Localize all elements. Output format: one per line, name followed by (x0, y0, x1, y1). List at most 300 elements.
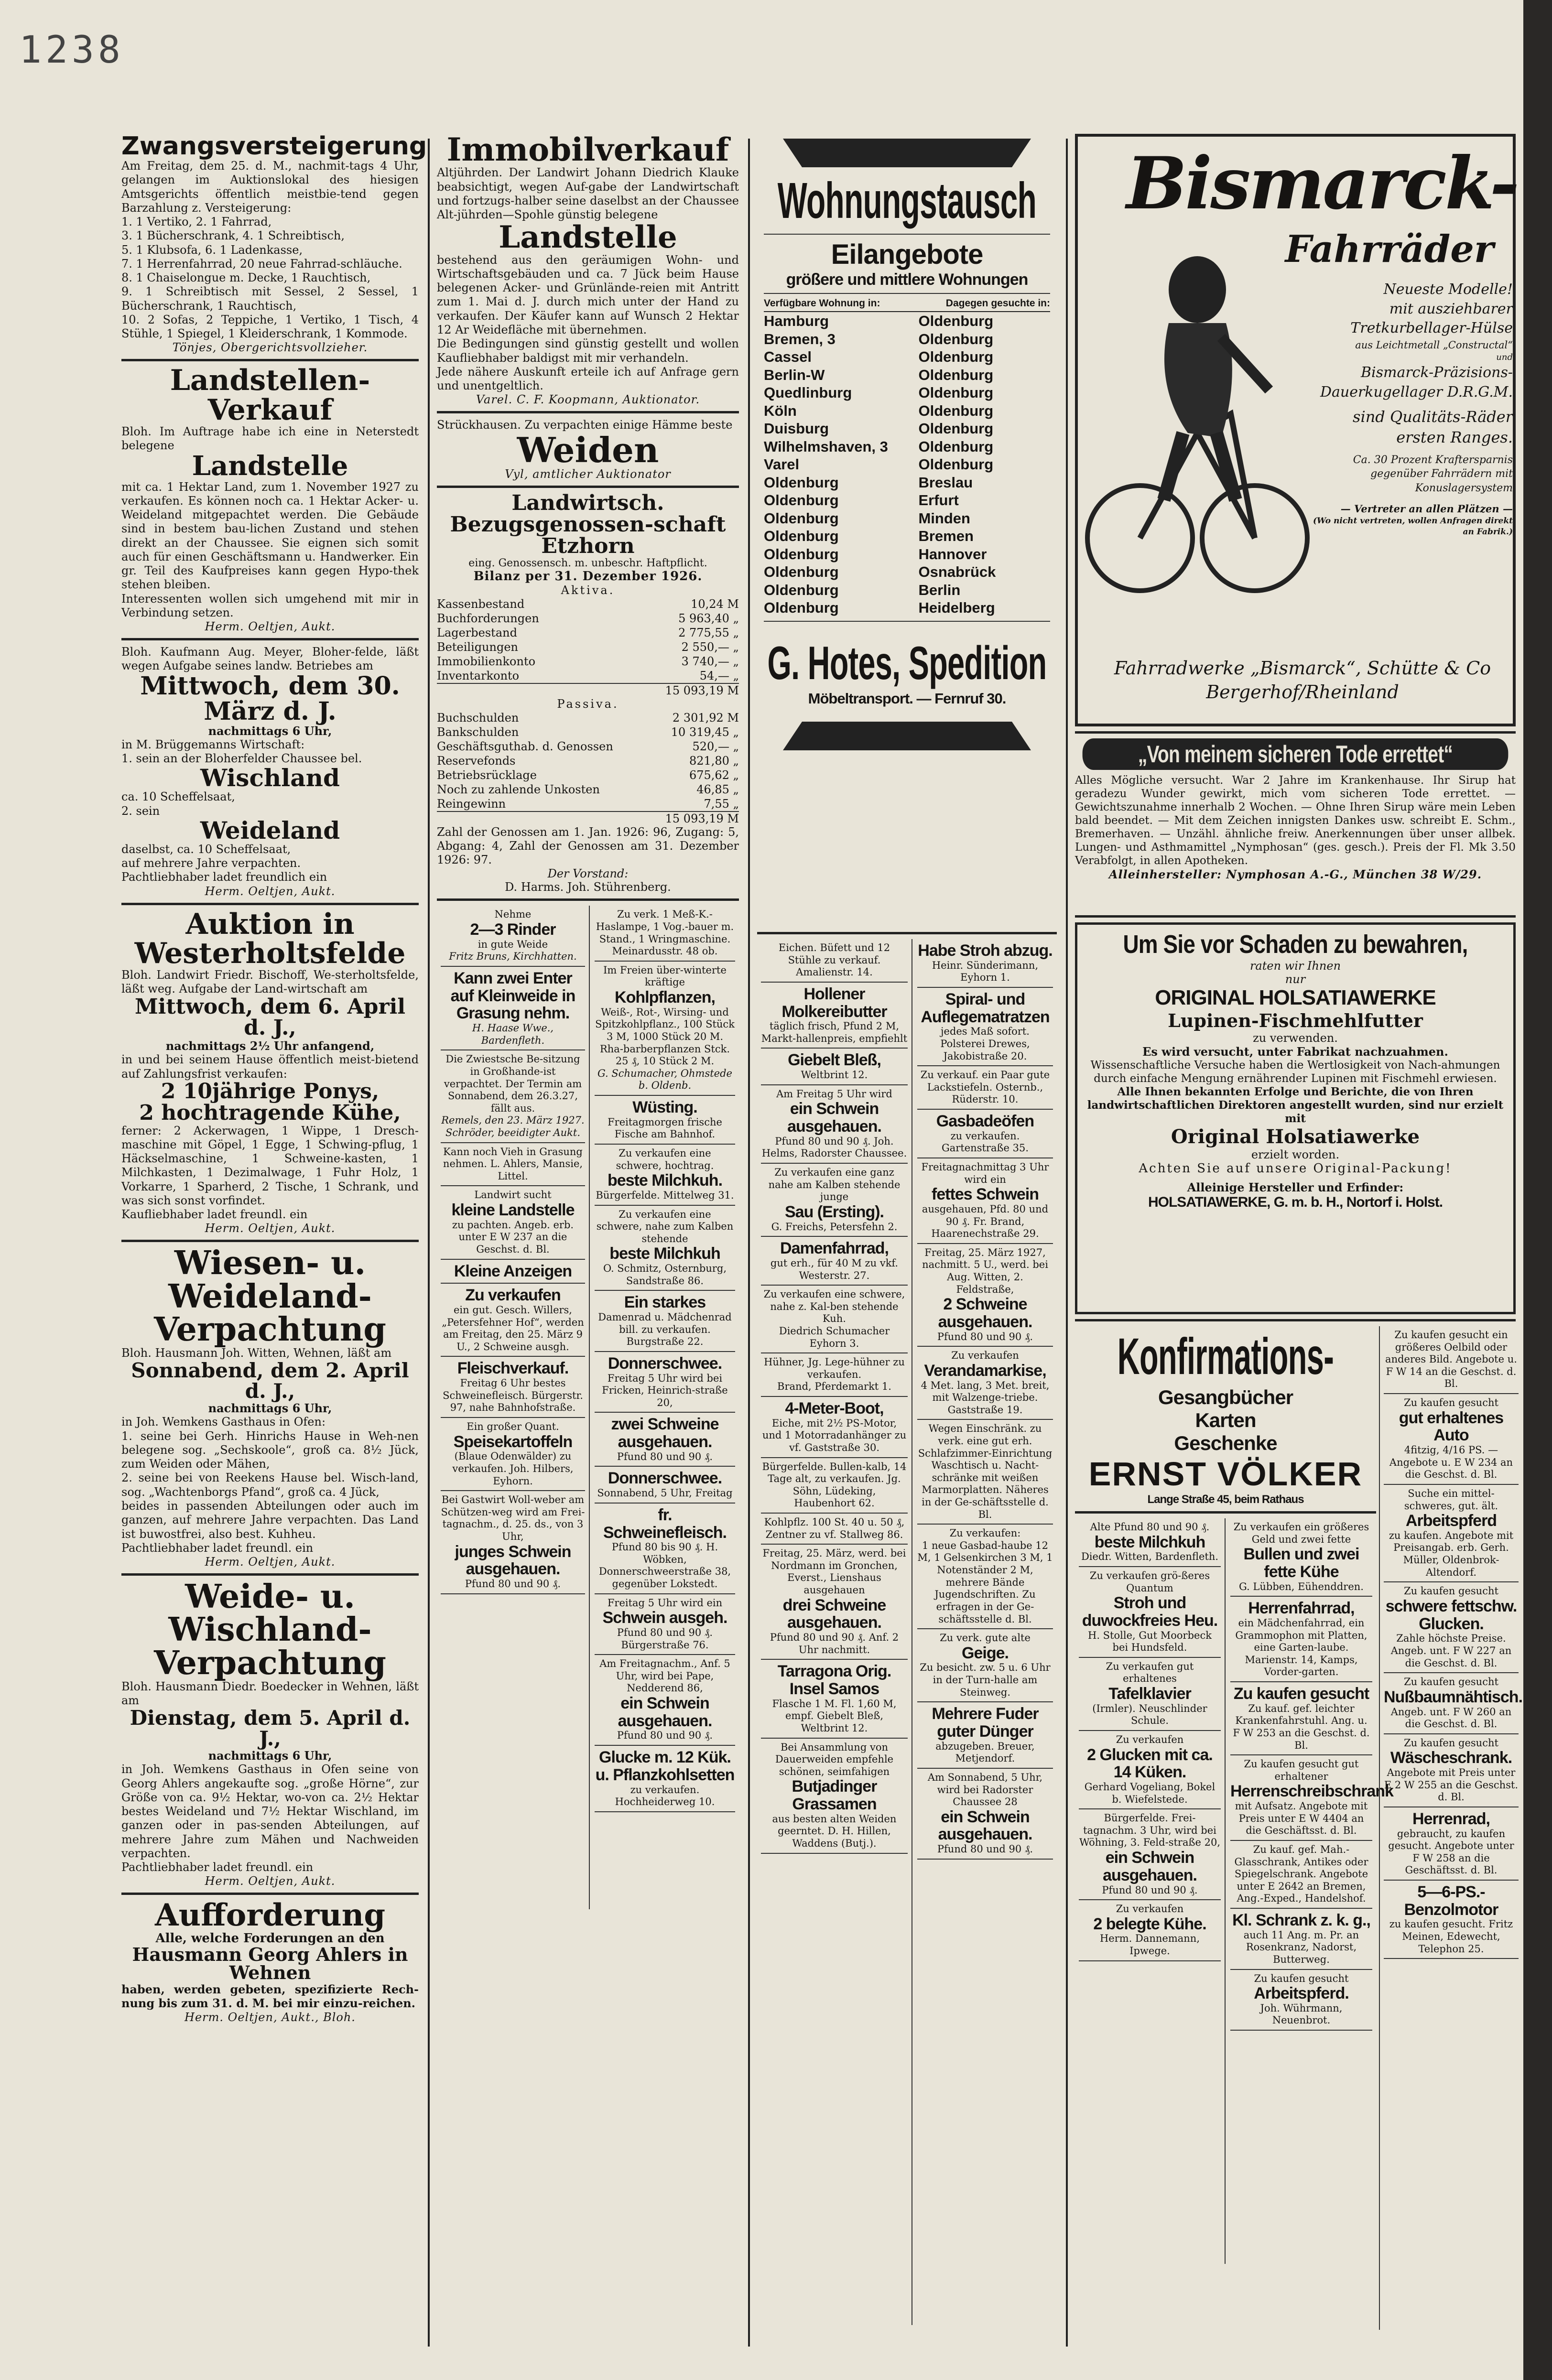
ad-body: in Joh. Wemkens Gasthaus in Ofen: 1. seine bei Gerh. Hinrichs Hause in Weh-nen belegene sog. „Sechskoole“, groß ca. 8½ Jück, zum Weiden oder Mähen, 2. seine bei von Reekens Hause bel. Wisch-land, sog. „Wachtenborgs Pfand“, groß ca. 4 Jück, beides in passenden Abteilungen oder auch im ganzen, auf mehrere Jahre verpachten. Das Land ist buwostfrei, also best. Kuhheu. Pachtliebhaber ladet freundl. ein (121, 1415, 419, 1555)
small-ad (1230, 1841, 1372, 1909)
column-1 (115, 134, 425, 2351)
small-ad-body: Zahle höchste Preise. Angeb. unt. F W 227 an die Geschst. d. Bl. (1390, 1633, 1512, 1669)
head-left: Verfügbare Wohnung in: (764, 298, 880, 309)
bismarck-line: Dauerkugellager D.R.G.M. (1320, 383, 1513, 400)
small-ad-headline: Habe Stroh abzug. (918, 941, 1053, 960)
small-ad-headline: Kleine Anzeigen (454, 1262, 572, 1280)
divider (121, 359, 419, 361)
small-ad-headline: Butjadinger Grassamen (792, 1777, 877, 1814)
bilanz-value: 520,— „ (692, 739, 739, 753)
ad-title: Weiden (517, 429, 659, 470)
ad-subtitle: Landstelle (192, 450, 348, 482)
small-ad-headline: Tarragona Orig. Insel Samos (777, 1662, 891, 1698)
ad-list: ferner: 2 Ackerwagen, 1 Wippe, 1 Dresch-maschine mit Göpel, 1 Egge, 1 Schwing-pflug, 1 Häckselmaschine, 1 Schweine-kasten, 1 Milchkasten, 1 Dezimalwage, 1 Fuhr Holz, 1 Vorkarre, 1 Sparherd, 2 Tische, 1 Schrank, und was sich sonst vorfindet. Kaufliebhaber ladet freundl. ein (121, 1124, 419, 1222)
ad-signature: Tönjes, Obergerichtsvollzieher. (172, 341, 368, 355)
small-ad (761, 1739, 908, 1854)
ad-intro: Bloh. Landwirt Friedr. Bischoff, We-sterholtsfelde, läßt weg. Aufgabe der Land-wirtschaft am (121, 968, 419, 996)
ad-holsatia (1075, 922, 1516, 1314)
wohn-pair-row (764, 545, 1050, 563)
divider (121, 1240, 419, 1242)
bismarck-line: aus Leichtmetall „Constructal“ (1355, 339, 1513, 351)
small-ad-intro: Bürgerfelde. Frei-tagnachm. 3 Uhr, wird bei Wöhning, 3. Feld-straße 20, (1079, 1812, 1220, 1849)
ad-signature: Herm. Oeltjen, Aukt. (205, 1222, 336, 1235)
small-ad-intro: Zu verkaufen eine schwere, nahe zum Kalben stehende (596, 1208, 734, 1244)
ad-body: mit ca. 1 Hektar Land, zum 1. November 1927 zu verkaufen. Es können noch ca. 1 Hektar Acker- u. Weideland mitgepachtet werden. Die Gebäude sind in bestem bau-lichen Zustand und stehen direkt an der Chaussee. Sie eignen sich somit auch für einen Geschäftsmann u. Handwerker. Ein gr. Teil des Kaufpreises kann gegen Hypo-thek stehen bleiben. Interessenten wollen sich umgehend mit mir in Verbindung setzen. (121, 480, 419, 619)
bilanz-row (437, 611, 739, 626)
holsatia-line: erzielt worden. (1251, 1148, 1340, 1162)
bilanz-value: 10,24 M (691, 597, 739, 611)
cyclist-illustration (1083, 232, 1302, 634)
bilanz-key: Lagerbestand (437, 626, 517, 639)
small-ad (1079, 1731, 1221, 1809)
small-ad (441, 967, 585, 1050)
divider (121, 1573, 419, 1576)
bilanz-key: Kassenbestand (437, 597, 525, 611)
small-ad (761, 1353, 908, 1397)
small-ad (595, 1206, 735, 1291)
small-ad (917, 1629, 1053, 1702)
bilanz-value: 2 550,— „ (681, 640, 739, 654)
wohn-wanted: Oldenburg (918, 420, 994, 437)
small-ad-body: zu verkaufen. Gartenstraße 35. (941, 1130, 1029, 1154)
small-ad-body: Pfund 80 bis 90 ₰. H. Wöbken, Donnerschweerstraße 38, gegenüber Lokstedt. (598, 1541, 731, 1590)
wohn-wanted: Oldenburg (918, 366, 994, 383)
ad-title: „Von meinem sicheren Tode errettet“ (1083, 738, 1509, 770)
small-ad-intro: Zu kaufen gesucht (1404, 1676, 1498, 1688)
small-ad-intro: Zu kauf. gef. Mah.-Glasschrank, Antikes oder Spiegelschrank. Angebote unter E 2642 an Bremen, Ang.-Exped., Handelshof. (1234, 1843, 1368, 1904)
divider (1075, 1319, 1516, 1321)
small-ad (1384, 1485, 1519, 1582)
divider (437, 411, 739, 413)
bilanz-value: 54,— „ (699, 669, 739, 682)
small-ad-body: Pfund 80 und 90 ₰. (937, 1843, 1033, 1855)
small-ad-intro: Bei Gastwirt Woll-weber am Schützen-weg wird am Frei-tagnachm., d. 25. ds., von 3 Uhr, (441, 1494, 585, 1542)
small-ads-left (437, 906, 590, 1909)
divider (437, 898, 739, 901)
small-ad-body: Pfund 80 und 90 ₰. Bürgerstraße 76. (617, 1626, 713, 1651)
holsatia-line: nur (1285, 973, 1306, 986)
wohn-available: Oldenburg (764, 528, 839, 544)
ad-time: nachmittags 6 Uhr, (208, 1749, 332, 1763)
divider (764, 293, 1050, 294)
wohn-pair-row (764, 312, 1050, 330)
small-ad-headline: Bullen und zwei fette Kühe (1243, 1545, 1359, 1581)
bilanz-row (437, 597, 739, 611)
ad-item: 2 hochtragende Kühe, (139, 1100, 401, 1125)
small-ads-mid (1226, 1518, 1393, 2264)
bilanz-value: 10 319,45 „ (671, 725, 739, 739)
small-ad-body: Diedr. Witten, Bardenfleth. (1081, 1551, 1219, 1563)
wohn-pair-row (764, 348, 1050, 366)
ad-signature: Vyl, amtlicher Auktionator (505, 467, 671, 481)
divider (1075, 915, 1516, 918)
small-ad-headline: kleine Landstelle (451, 1201, 575, 1220)
wohn-available: Oldenburg (764, 545, 839, 563)
small-ad (917, 988, 1053, 1066)
small-ad (441, 906, 585, 967)
wohn-wanted: Oldenburg (918, 456, 994, 473)
small-ad-intro: Am Freitagnachm., Anf. 5 Uhr, wird bei Pape, Nedderend 86, (599, 1658, 730, 1694)
ad-body: Bloh. Im Auftrage habe ich eine in Neterstedt belegene (121, 424, 419, 453)
small-ads-area (437, 906, 739, 1909)
small-ad (595, 1504, 735, 1594)
small-ad-headline: fettes Schwein (931, 1185, 1039, 1204)
konf-addr: Lange Straße 45, beim Rathaus (1147, 1493, 1304, 1506)
bismarck-line: — Vertreter an allen Plätzen — (1340, 502, 1513, 515)
wohn-available: Oldenburg (764, 563, 839, 580)
small-ad (1230, 1909, 1372, 1970)
bilanz-row (437, 754, 739, 768)
bilanz-names: D. Harms. Joh. Stührenberg. (505, 880, 671, 894)
small-ad-headline: ein Schwein ausgehauen. (618, 1694, 712, 1730)
small-ad-body: Pfund 80 und 90 ₰. Joh. Helms, Radorster Chaussee. (761, 1135, 907, 1159)
bilanz-value: 3 740,— „ (681, 654, 739, 668)
small-ad-headline: fr. Schweinefleisch. (603, 1505, 727, 1542)
wohn-wanted: Erfurt (918, 492, 959, 508)
ad-subtitle: Landstelle (499, 219, 677, 256)
bilanz-row (437, 711, 739, 725)
small-ad-headline: Stroh und duwockfreies Heu. (1082, 1594, 1218, 1630)
small-ad-body: Pfund 80 und 90 ₰. (465, 1578, 561, 1590)
small-ad (1079, 1658, 1221, 1731)
small-ad-headline: 4-Meter-Boot, (785, 1399, 884, 1418)
ad-westerholtsfelde (121, 907, 419, 1235)
ad-zwangsversteigerung (121, 132, 427, 355)
small-ad-body: zu kaufen gesucht. Fritz Meinen, Edewecht, Telephon 25. (1389, 1918, 1513, 1955)
bismarck-footer: Bergerhof/Rheinland (1206, 682, 1399, 703)
passiva-table (437, 711, 739, 811)
ad-date: Mittwoch, dem 30. März d. J. (140, 671, 400, 726)
small-ad-intro: Nehme (494, 909, 532, 920)
small-ad-intro: Zu verk. 1 Meß-K.-Haslampe, 1 Vog.-bauer m. Stand., 1 Wringmaschine. (596, 909, 734, 945)
bilanz-heading: Bilanz per 31. Dezember 1926. (473, 569, 703, 584)
ad-meyer (121, 645, 419, 898)
wohn-wanted: Osnabrück (918, 563, 996, 580)
small-ad-headline: ein Schwein ausgehauen. (1103, 1849, 1197, 1884)
ad-subtitle: größere und mittlere Wohnungen (786, 270, 1028, 289)
small-ad (1079, 1567, 1221, 1658)
small-ad-body: Pfund 80 und 90 ₰. Anf. 2 Uhr nachmitt. (770, 1632, 899, 1655)
holsatia-line: Alleinige Hersteller und Erfinder: (1187, 1180, 1404, 1195)
small-ad-headline: gut erhaltenes Auto (1399, 1408, 1504, 1445)
small-ad-headline: schwere fettschw. Glucken. (1385, 1597, 1517, 1633)
small-ad-headline: Kann zwei Enter auf Kleinweide in Grasung nehm. (450, 969, 575, 1023)
bilanz-key: Immobilienkonto (437, 654, 536, 668)
small-ad-headline: Speisekartoffeln (453, 1432, 573, 1451)
small-ad-intro: Zu kaufen gesucht (1254, 1972, 1349, 1984)
small-ad-body: Heinr. Sünderimann, Eyhorn 1. (932, 959, 1039, 984)
small-ad-intro: Alte Pfund 80 und 90 ₰. (1090, 1521, 1210, 1533)
ad-time: nachmittags 6 Uhr, (208, 724, 332, 738)
divider (121, 638, 419, 640)
hotes-title: G. Hotes, Spedition (767, 636, 1047, 689)
bismarck-line: sind Qualitäts-Räder (1353, 408, 1513, 426)
small-ad (595, 1413, 735, 1467)
small-ad-intro: Im Freien über-winterte kräftige (603, 964, 727, 988)
wohn-available: Cassel (764, 348, 812, 365)
small-ad-intro: Zu kaufen gesucht (1404, 1397, 1498, 1409)
ad-konfirmation (1075, 1326, 1376, 1506)
small-ad (595, 1291, 735, 1352)
small-ad-intro: Hühner, Jg. Lege-hühner zu verkaufen. (764, 1356, 905, 1380)
bilanz-value: 2 775,55 „ (678, 626, 739, 639)
small-ad-intro: Freitag 5 Uhr wird ein (607, 1597, 723, 1609)
column-3 (750, 134, 1064, 2351)
small-ad-intro: Zu verkaufen gut erhaltenes (1106, 1660, 1194, 1685)
ad-item: Wischland (200, 764, 340, 792)
small-ad (441, 1418, 585, 1491)
ad-body: in Joh. Wemkens Gasthaus in Ofen seine von Georg Ahlers angekaufte sog. „große Hörne“, zur Größe von ca. 9½ Hektar, wo-von ca. 2½ Hektar bestes Weideland und 7½ Hektar Wischland, im ganzen oder in pas-senden Abteilungen, auf mehrere Jahre zum Mähen und Nachweiden verpachten. Pachtliebhaber ladet freundl. ein (121, 1763, 419, 1874)
wohn-pairs (764, 312, 1050, 617)
small-ad-headline: Zu verkaufen (465, 1286, 561, 1305)
ad-weide-verpachtung (121, 1580, 419, 1888)
small-ad-intro: Suche ein mittel-schweres, gut. ält. (1404, 1487, 1498, 1512)
ad-title: Auktion in Westerholtsfelde (134, 907, 406, 970)
holsatia-line: Achten Sie auf unsere Original-Packung! (1139, 1161, 1452, 1176)
small-ad-headline: Sau (Ersting). (784, 1202, 884, 1221)
wohn-wanted: Oldenburg (918, 402, 994, 419)
small-ad-body: jedes Maß sofort. Polsterei Drewes, Jakobistraße 20. (940, 1026, 1030, 1062)
ad-item: 2 10jährige Ponys, (161, 1079, 380, 1103)
small-ad-signature: G. Schumacher, Ohmstede b. Oldenb. (597, 1067, 732, 1092)
wohn-pair-row (764, 384, 1050, 402)
wohn-pair-row (764, 563, 1050, 581)
ad-subtitle: Eilangebote (831, 239, 983, 270)
small-ad-body: Pfund 80 und 90 ₰. (937, 1331, 1033, 1342)
ad-place: in M. Brüggemanns Wirtschaft: 1. sein an der Bloherfelder Chaussee bel. (121, 737, 362, 766)
ad-body: bestehend aus den geräumigen Wohn- und Wirtschaftsgebäuden und ca. 7 Jück beim Hause belegenen Acker- und Grünlände-reien mit Antritt zum 1. Mai d. J. durch mich unter der Hand zu verkaufen. Der Käufer kann auf Wunsch 2 Hektar 12 Ar Weidefläche mit übernehmen. Die Bedingungen sind günstig gestellt und wollen Kaufliebhaber baldigst mit mir verhandeln. Jede nähere Auskunft erteile ich auf Anfrage gern und unentgeltlich. (437, 253, 739, 393)
small-ad (1384, 1326, 1519, 1394)
small-ad-body: abzugeben. Breuer, Metjendorf. (935, 1740, 1035, 1764)
small-ad (761, 939, 908, 983)
small-ad-body: Brand, Pferdemarkt 1. (777, 1381, 891, 1393)
small-ad-body: zu verkaufen. Hochheiderweg 10. (615, 1784, 715, 1808)
small-ad-headline: Arbeitspferd (1405, 1512, 1497, 1530)
ad-item-note: daselbst, ca. 10 Scheffelsaat, auf mehrere Jahre verpachten. Pachtliebhaber ladet freundlich ein (121, 842, 327, 884)
small-ad-body: Meinardusstr. 48 ob. (612, 945, 718, 957)
wohn-pair-row (764, 509, 1050, 528)
small-ad-body: zu pachten. Angeb. erb. unter E W 237 an die Geschst. d. Bl. (452, 1219, 574, 1255)
small-ad-body: Freitag 6 Uhr bestes Schweinefleisch. Bürgerstr. 97, nahe Bahnhofstraße. (443, 1377, 583, 1414)
small-ad-body: Pfund 80 und 90 ₰. (617, 1730, 713, 1742)
bilanz-row (437, 626, 739, 640)
ad-body: Am Freitag, dem 25. d. M., nachmit-tags 4 Uhr, gelangen im Auktionslokal des hiesigen Amtsgerichts öffentlich meistbie-tend gegen Barzahlung z. Versteigerung: 1. 1 Vertiko, 2. 1 Fahrrad, 3. 1 Bücherschrank, 4. 1 Schreibtisch, 5. 1 Klubsofa, 6. 1 Ladenkasse, 7. 1 Herrenfahrrad, 20 neue Fahrrad-schläuche. 8. 1 Chaiselongue m. Decke, 1 Rauchtisch, 9. 1 Schreibtisch mit Sessel, 2 Sessel, 1 Bücherschrank, 1 Rauchtisch, 10. 2 Sofas, 2 Teppiche, 1 Vertiko, 1 Tisch, 4 Stühle, 1 Spiegel, 1 Kleiderschrank, 1 Kommode. (121, 159, 419, 341)
small-ad-headline: Arbeitspferd. (1254, 1984, 1349, 2003)
small-ad-intro: Zu verkaufen (1116, 1903, 1184, 1915)
small-ad (441, 1260, 585, 1284)
holsatia-line: Wissenschaftliche Versuche haben die Wertlosigkeit von Nach-ahmungen durch einfache Mengung ernährender Lupinen mit Fischmehl erwiesen. (1090, 1059, 1500, 1085)
small-ad (441, 1186, 585, 1259)
ad-date: Mittwoch, dem 6. April d. J., (134, 994, 406, 1040)
small-ad-intro: Zu verkaufen eine schwere, hochtrag. (616, 1147, 714, 1171)
small-ad-intro: Zu kaufen gesucht (1404, 1737, 1498, 1749)
bilanz-row (437, 739, 739, 754)
small-ad-intro: Zu verkaufen eine schwere, nahe z. Kal-ben stehende Kuh. (763, 1288, 905, 1325)
small-ad (1079, 1900, 1221, 1961)
small-ad (595, 1746, 735, 1812)
ad-title: Immobilverkauf (446, 131, 729, 168)
small-ad-body: ausgehauen, Pfd. 80 und 90 ₰. Fr. Brand, Haarenechstraße 29. (922, 1203, 1049, 1240)
wohn-wanted: Minden (918, 509, 970, 527)
ad-body: haben, werden gebeten, spezifizierte Rech-nung bis zum 31. d. M. bei mir einzu-reichen. (121, 1982, 419, 2011)
small-ad-body: 4 Met. lang, 3 Met. breit, mit Walzenge-triebe. Gaststraße 19. (921, 1379, 1050, 1416)
small-ad-intro: Ein großer Quant. (467, 1421, 559, 1433)
small-ad-headline: beste Milchkuh (1094, 1533, 1205, 1551)
column-rule (1066, 139, 1068, 2347)
small-ad-body: Pfund 80 und 90 ₰. (1102, 1884, 1198, 1896)
ad-signature: Herm. Oeltjen, Aukt. (205, 884, 336, 898)
small-ad-headline: Nußbaumnähtisch. (1384, 1688, 1523, 1706)
small-ad-body: gebraucht, zu kaufen gesucht. Angebote unter F W 258 an die Geschäftsst. d. Bl. (1388, 1828, 1514, 1876)
wohn-available: Oldenburg (764, 599, 839, 616)
ad-intro: Bloh. Kaufmann Aug. Meyer, Bloher-felde, läßt wegen Aufgabe seines landw. Betriebes am (121, 645, 419, 673)
bilanz-value: 675,62 „ (689, 768, 739, 782)
small-ad-intro: Bei Ansammlung von Dauerweiden empfehle schönen, seimfahigen (775, 1741, 894, 1777)
small-ad (441, 1284, 585, 1357)
ad-date: Sonnabend, dem 2. April d. J., (131, 1358, 409, 1403)
wohn-wanted: Oldenburg (918, 348, 994, 365)
bilanz-value: 7,55 „ (704, 797, 739, 811)
small-ad (917, 1769, 1053, 1860)
ad-name: Hausmann Georg Ahlers in Wehnen (132, 1943, 408, 1984)
small-ad-body: Sonnabend, 5 Uhr, Freitag (597, 1487, 733, 1499)
wohn-available: Hamburg (764, 313, 829, 329)
wohn-available: Wilhelmshaven, 3 (764, 438, 888, 455)
small-ad (917, 1347, 1053, 1420)
small-ad-headline: beste Milchkuh. (607, 1171, 723, 1190)
small-ad (761, 1514, 908, 1545)
ad-title: Um Sie vor Schaden zu bewahren, (1123, 930, 1468, 959)
ad-title: Zwangsversteigerung (121, 132, 427, 161)
ad-title: Wiesen- u. Weideland-Verpachtung (154, 1244, 386, 1349)
small-ad-intro: Zu kaufen gesucht gut erhaltener (1244, 1758, 1359, 1782)
small-ad (595, 1594, 735, 1655)
small-ad-intro: Landwirt sucht (474, 1189, 552, 1201)
page-number: 1238 (19, 29, 124, 72)
wohn-pair-row (764, 599, 1050, 617)
bismarck-text (1302, 280, 1513, 538)
small-ads-right (1379, 1326, 1522, 2330)
ad-bismarck (1075, 134, 1516, 726)
small-ad-body: in gute Weide (478, 938, 548, 950)
small-ad-body: ein gut. Gesch. Willers, „Petersfehner Hof“, werden am Freitag, den 25. März 9 U., 2 Schweine ausgh. (442, 1304, 584, 1352)
small-ad-body: G. Freichs, Petersfehn 2. (771, 1221, 898, 1233)
small-ad-headline: Schwein ausgeh. (602, 1609, 727, 1627)
wohn-table-head (764, 298, 1050, 312)
small-ad-body: Freitag 5 Uhr wird bei Fricken, Heinrich-straße 20, (602, 1372, 728, 1408)
aktiva-table (437, 597, 739, 683)
small-ad (1384, 1881, 1519, 1959)
small-ad-intro: Zu verkaufen: (949, 1527, 1021, 1539)
small-ad (1230, 1970, 1372, 2031)
small-ad (761, 1286, 908, 1353)
small-ad (441, 1050, 585, 1143)
small-ad-body: Flasche 1 M. Fl. 1,60 M, empf. Giebelt Bleß, Weltbrint 12. (772, 1698, 897, 1734)
small-ad-intro: Freitag, 25. März 1927, nachmitt. 5 U., werd. bei Aug. Witten, 2. Feldstraße, (922, 1246, 1048, 1295)
small-ad (761, 983, 908, 1049)
bilanz-vorstand: Der Vorstand: (547, 867, 629, 881)
wohn-pair-row (764, 330, 1050, 348)
bismarck-line: mit ausziehbarer (1389, 300, 1513, 317)
small-ad-headline: Gasbadeöfen (936, 1112, 1034, 1131)
small-ad (761, 1237, 908, 1286)
ad-weiden (437, 418, 739, 481)
small-ad-intro: Zu kaufen gesucht (1404, 1585, 1498, 1597)
small-ad-body: mit Aufsatz. Angebote mit Preis unter E W 4404 an die Geschäftsst. d. Bl. (1235, 1800, 1368, 1837)
small-ad (917, 1244, 1053, 1347)
small-ad-body: auch 11 Ang. m. Pr. an Rosenkranz, Nadorst, Butterweg. (1243, 1929, 1359, 1965)
bilanz-row (437, 768, 739, 782)
small-ad-headline: Glucke m. 12 Kük. u. Pflanzkohlsetten (595, 1748, 735, 1784)
wohn-wanted: Oldenburg (918, 313, 994, 329)
small-ad (917, 1158, 1053, 1244)
wohn-available: Berlin-W (764, 366, 825, 383)
small-ad (595, 1655, 735, 1746)
small-ad-body: Angeb. unt. F W 260 an die Geschst. d. Bl. (1390, 1706, 1512, 1730)
small-ad-headline: 2 belegte Kühe. (1093, 1915, 1206, 1933)
bilanz-key: Buchforderungen (437, 611, 539, 625)
small-ad (1230, 1682, 1372, 1755)
small-ad (441, 1357, 585, 1418)
small-ad (761, 1397, 908, 1458)
ad-signature: Varel. C. F. Koopmann, Auktionator. (476, 393, 700, 407)
ad-time: nachmittags 6 Uhr, (208, 1401, 332, 1416)
small-ad (595, 1145, 735, 1206)
small-ad (917, 1702, 1053, 1769)
small-ad (1384, 1734, 1519, 1807)
small-ad-body: Zu kauf. gef. leichter Krankenfahrstuhl. Ang. u. F W 253 an die Geschst. d. Bl. (1233, 1702, 1370, 1751)
small-ad (761, 1049, 908, 1085)
small-ad (595, 1352, 735, 1413)
small-ad-headline: drei Schweine ausgehauen. (782, 1596, 886, 1632)
small-ad-headline: Giebelt Bleß, (788, 1051, 881, 1070)
small-ad-body: Amalienstr. 14. (796, 966, 873, 978)
divider (1075, 1511, 1376, 1514)
ad-signature: Herm. Oeltjen, Aukt. (205, 1874, 336, 1888)
small-ad (595, 1467, 735, 1503)
small-ad (761, 1085, 908, 1164)
wohn-available: Bremen, 3 (764, 330, 836, 347)
wohn-wanted: Oldenburg (918, 438, 994, 455)
divider (764, 234, 1050, 235)
wohn-pair-row (764, 402, 1050, 420)
wohn-wanted: Oldenburg (918, 330, 994, 347)
ad-intro: Bloh. Hausmann Joh. Witten, Wehnen, läßt am (121, 1346, 392, 1360)
small-ad (761, 1660, 908, 1738)
ad-immobilverkauf (437, 131, 739, 407)
small-ad-body: gut erh., für 40 M zu vkf. Westerstr. 27. (770, 1257, 899, 1281)
bismarck-line: (Wo nicht vertreten, wollen Anfragen direkt an Fabrik.) (1313, 516, 1513, 537)
ad-signature: Alleinhersteller: Nymphosan A.-G., München 38 W/29. (1108, 867, 1482, 882)
small-ad-headline: Zu kaufen gesucht (1233, 1685, 1369, 1703)
small-ad-body: Weltbrint 12. (801, 1069, 868, 1081)
ad-subtitle: Fahrräder (1285, 227, 1494, 271)
bismarck-line: Tretkurbellager-Hülse (1350, 320, 1513, 336)
small-ad-headline: Herrenschreibschrank (1230, 1782, 1393, 1801)
small-ad-body: Damenrad u. Mädchenrad bill. zu verkaufen. Burgstraße 22. (598, 1311, 732, 1348)
column-4 (1068, 134, 1522, 2351)
bilanz-key: Noch zu zahlende Unkosten (437, 782, 600, 796)
ad-date: Dienstag, dem 5. April d. J., (130, 1706, 411, 1750)
bilanz-value: 46,85 „ (696, 782, 739, 796)
small-ad-headline: Fleischverkauf. (457, 1359, 569, 1378)
small-ad-signature: Remels, den 23. März 1927. Schröder, beeidigter Aukt. (441, 1114, 585, 1138)
small-ad (917, 1525, 1053, 1629)
wohn-available: Oldenburg (764, 509, 839, 527)
ad-subtitle: eing. Genossensch. m. unbeschr. Haftpflicht. (468, 557, 707, 569)
small-ad-headline: beste Milchkuh (609, 1244, 720, 1263)
ad-body: Altjührden. Der Landwirt Johann Diedrich Klauke beabsichtigt, wegen Auf-gabe der Landwirtschaft und fortzugs-halber seine daselbst an der Chaussee Alt-jührden—Spohle günstig belegene (437, 166, 739, 222)
